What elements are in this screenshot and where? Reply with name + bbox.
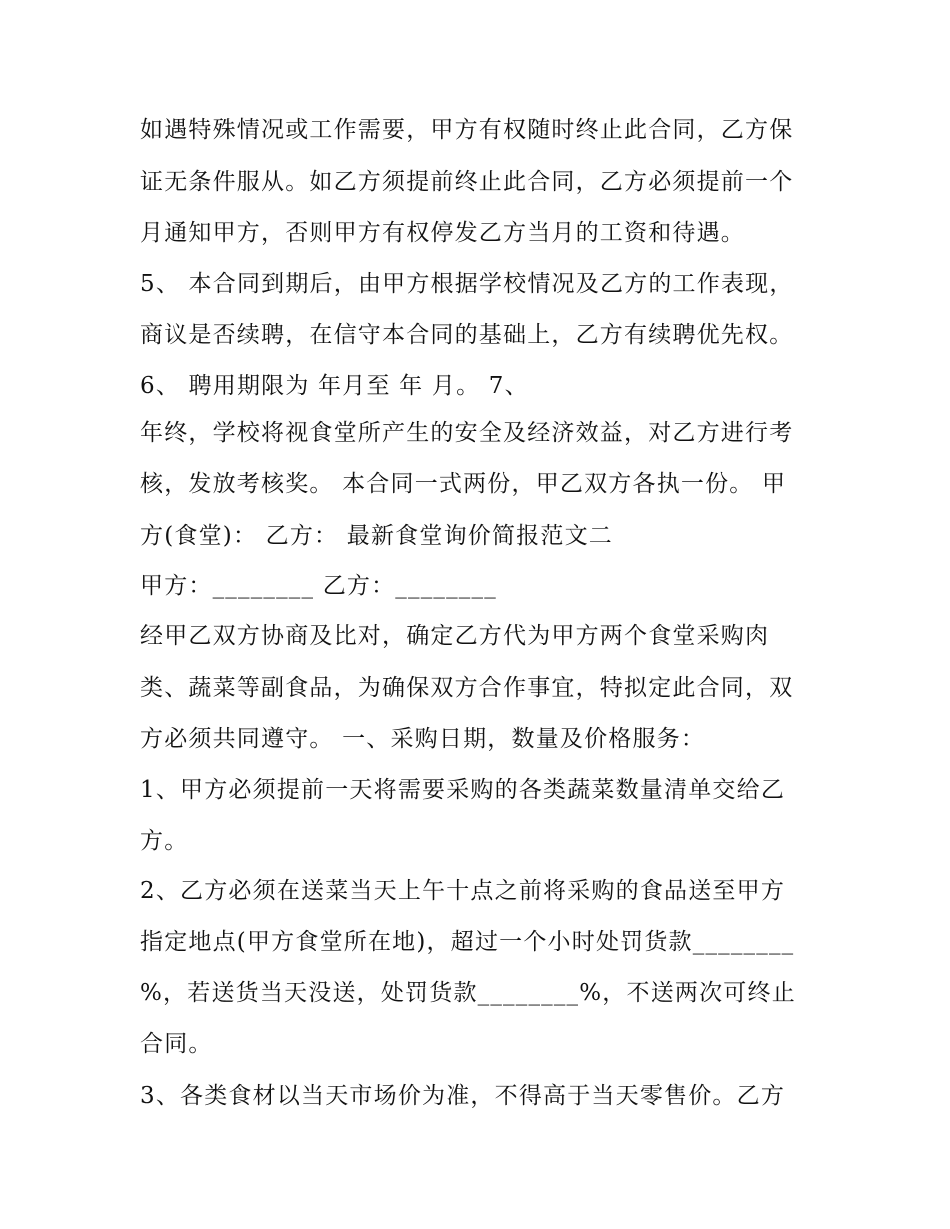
- text-line: 6、 聘用期限为 年月至 年 月。 7、: [140, 373, 529, 399]
- text-line: 1、甲方必须提前一天将需要采购的各类蔬菜数量清单交给乙: [140, 777, 786, 803]
- text-line: %，若送货当天没送，处罚货款________%，不送两次可终止: [140, 980, 796, 1006]
- text-line: 类、蔬菜等副食品，为确保双方合作事宜，特拟定此合同，双: [140, 675, 794, 701]
- text-line: 方。: [140, 828, 189, 854]
- text-line: 商议是否续聘，在信守本合同的基础上，乙方有续聘优先权。: [140, 322, 794, 348]
- text-line: 2、乙方必须在送菜当天上午十点之前将采购的食品送至甲方: [140, 878, 786, 904]
- text-line: 5、 本合同到期后，由甲方根据学校情况及乙方的工作表现，: [140, 271, 794, 297]
- text-line: 方必须共同遵守。 一、采购日期，数量及价格服务：: [140, 726, 706, 752]
- text-line: 证无条件服从。如乙方须提前终止此合同，乙方必须提前一个: [140, 169, 794, 195]
- text-line: 3、各类食材以当天市场价为准，不得高于当天零售价。乙方: [140, 1083, 786, 1109]
- signature-line: 甲方：________ 乙方：________: [140, 573, 497, 599]
- text-line: 方(食堂)： 乙方： 最新食堂询价简报范文二: [140, 523, 613, 549]
- text-line: 合同。: [140, 1031, 213, 1057]
- text-line: 年终，学校将视食堂所产生的安全及经济效益，对乙方进行考: [140, 420, 794, 446]
- text-line: 如遇特殊情况或工作需要，甲方有权随时终止此合同，乙方保: [140, 117, 794, 143]
- text-line: 核，发放考核奖。 本合同一式两份，甲乙双方各执一份。 甲: [140, 471, 787, 497]
- text-line: 月通知甲方，否则甲方有权停发乙方当月的工资和待遇。: [140, 220, 745, 246]
- text-line: 指定地点(甲方食堂所在地)，超过一个小时处罚货款________: [140, 929, 795, 955]
- text-line: 经甲乙双方协商及比对，确定乙方代为甲方两个食堂采购肉: [140, 623, 770, 649]
